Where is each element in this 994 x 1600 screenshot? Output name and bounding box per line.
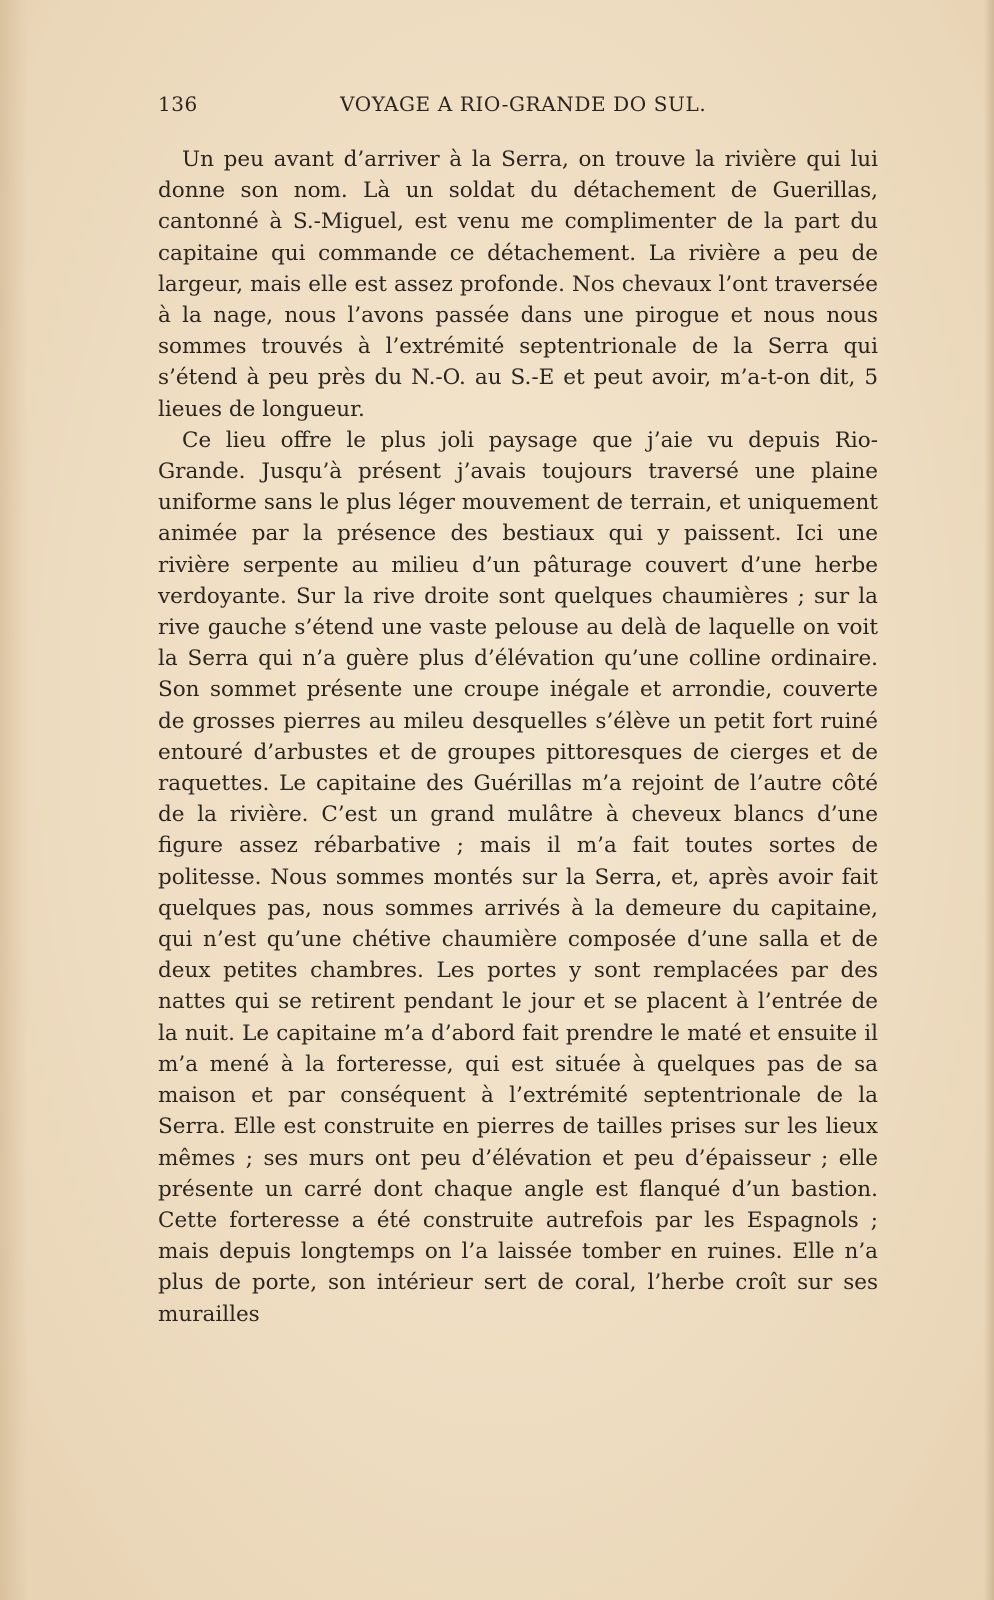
paragraph: Un peu avant d’arriver à la Serra, on trouve la rivière qui lui donne son nom. Là un soldat du détachement de Guerillas, cantonné à S.-Miguel, est venu me complimenter de la part du capitaine qui commande ce détachement. La rivière a peu de largeur, mais elle est assez profonde. Nos chevaux l’ont traversée à la nage, nous l’avons passée dans une pirogue et nous nous sommes trouvés à l’extrémité septentrionale de la Serra qui s’étend à peu près du N.-O. au S.-E et peut avoir, m’a-t-on dit, 5 lieues de longueur. [158,147,878,422]
running-head [158,92,878,122]
page-edge-shadow-left [0,0,28,1600]
page-edge-shadow-right [984,0,994,1600]
page-number: 136 [158,92,198,116]
body-text [158,144,878,1330]
paragraph: Ce lieu offre le plus joli paysage que j’aie vu depuis Rio-Grande. Jusqu’à présent j’avais toujours traversé une plaine uniforme sans le plus léger mouvement de terrain, et uniquement animée par la présence des bestiaux qui y paissent. Ici une rivière serpente au milieu d’un pâturage couvert d’une herbe verdoyante. Sur la rive droite sont quelques chaumières ; sur la rive gauche s’étend une vaste pelouse au delà de laquelle on voit la Serra qui n’a guère plus d’élévation qu’une colline ordinaire. Son sommet présente une croupe inégale et arrondie, couverte de grosses pierres au mileu desquelles s’élève un petit fort ruiné entouré d’arbustes et de groupes pittoresques de cierges et de raquettes. Le capitaine des Guérillas m’a rejoint de l’autre côté de la rivière. C’est un grand mulâtre à cheveux blancs d’une figure assez rébarbative ; mais il m’a fait toutes sortes de politesse. Nous sommes montés sur la Serra, et, après avoir fait quelques pas, nous sommes arrivés à la demeure du capitaine, qui n’est qu’une chétive chaumière composée d’une salla et de deux petites chambres. Les portes y sont remplacées par des nattes qui se retirent pendant le jour et se placent à l’entrée de la nuit. Le capitaine m’a d’abord fait prendre le maté et ensuite il m’a mené à la forteresse, qui est située à quelques pas de sa maison et par conséquent à l’extrémité septentrionale de la Serra. Elle est construite en pierres de tailles prises sur les lieux mêmes ; ses murs ont peu d’élévation et peu d’épaisseur ; elle présente un carré dont chaque angle est flanqué d’un bastion. Cette forteresse a été construite autrefois par les Espagnols ; mais depuis longtemps on l’a laissée tomber en ruines. Elle n’a plus de porte, son intérieur sert de coral, l’herbe croît sur ses murailles [158,427,878,1327]
running-title: VOYAGE A RIO-GRANDE DO SUL. [340,92,707,116]
